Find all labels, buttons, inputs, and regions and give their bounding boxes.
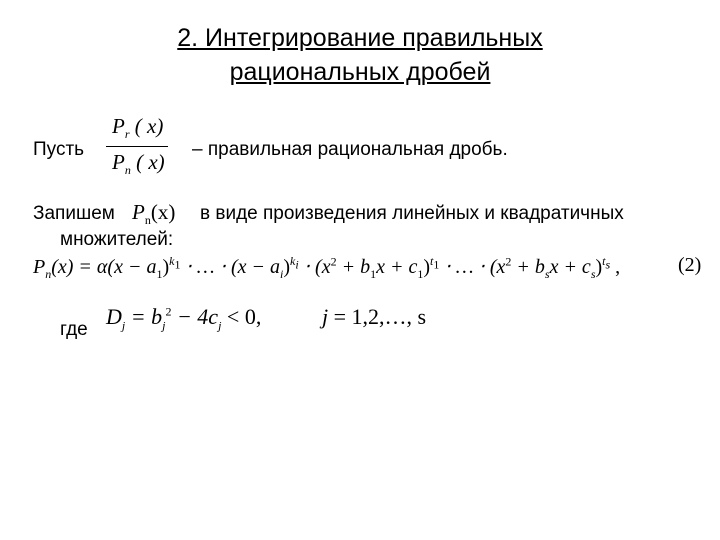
where-label: где [60, 319, 88, 340]
fraction-numerator: $P_r$ ( x) [112, 114, 164, 142]
write-description: в виде произведения линейных и квадратичных [200, 203, 624, 224]
fraction-bar [106, 146, 168, 147]
polynomial-pn: $P_n(x)$ [132, 200, 176, 228]
factorization-formula: $P_n(x) = \alpha(x - a_1)^{k_1}$ ⋅ … ⋅ $(x - a_i)^{k_i} \cdot (x^2 + b_1x + c_1)^{t_1}$ ⋅ … ⋅ $(x^2 + b_sx + c_s)^{t_s}$ , [33, 254, 621, 281]
fraction-description: – правильная рациональная дробь. [192, 139, 508, 160]
equation-number: (2) [678, 254, 702, 276]
fraction-denominator: $P_n$ ( x) [112, 150, 165, 178]
write-label: Запишем [33, 203, 115, 224]
slide-title-line1: 2. Интегрирование правильных [177, 24, 543, 52]
let-label: Пусть [33, 139, 85, 160]
multipliers-label: множителей: [60, 229, 174, 250]
discriminant-condition: $D_j = b_j^2 - 4c_j < 0$, [106, 304, 262, 333]
slide-title-line2: рациональных дробей [229, 58, 491, 86]
index-range: j = 1,2,…, s [322, 304, 427, 329]
